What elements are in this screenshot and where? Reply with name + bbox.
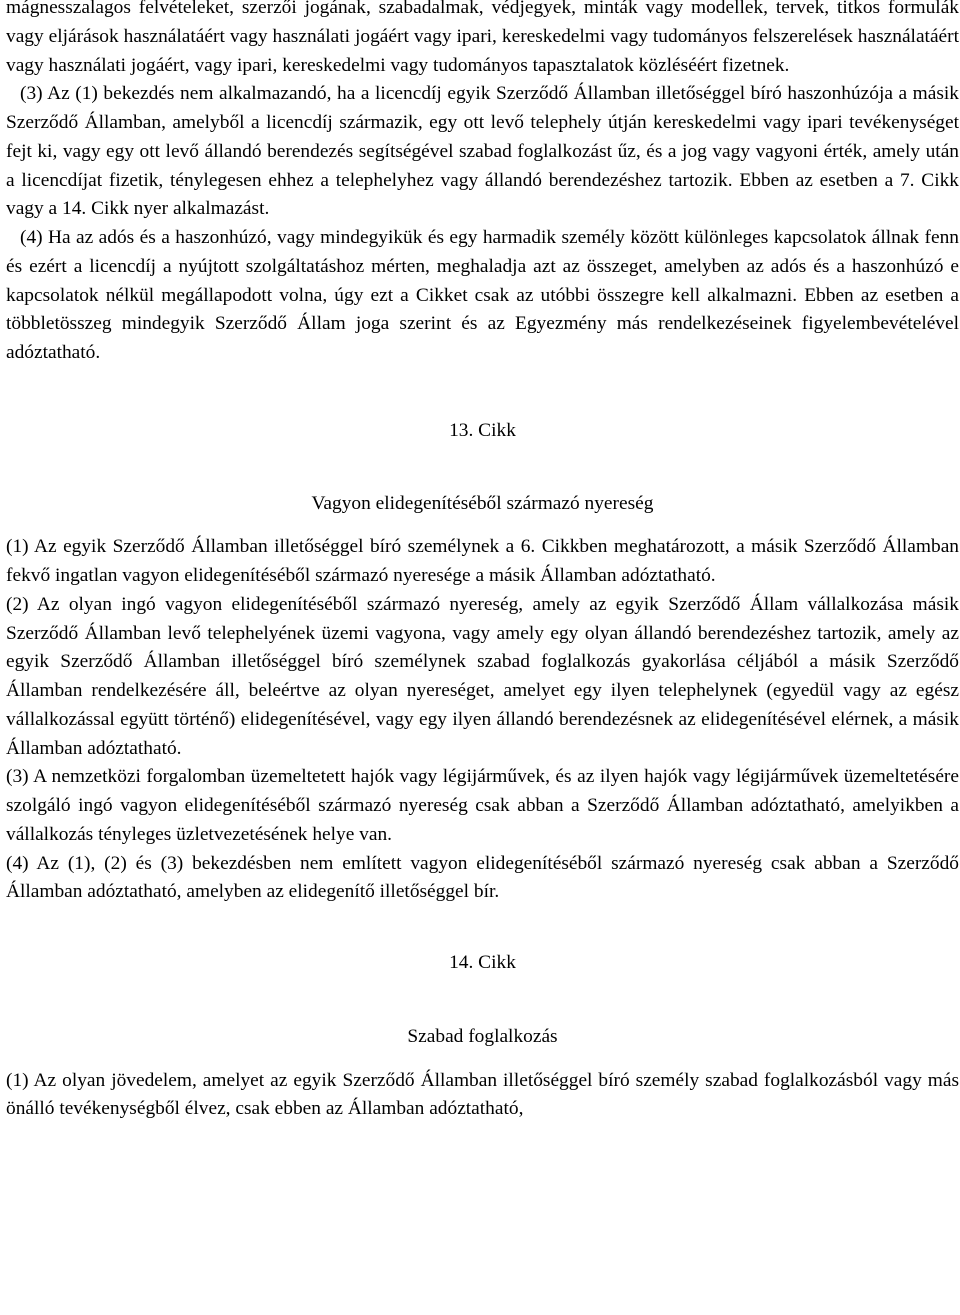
article13-paragraph-2: (2) Az olyan ingó vagyon elidegenítéséből származó nyereség, amely az egyik Szerződő Állam vállalkozása másik Szerződő Államban levő telephelyének üzemi vagyona, vagy amely egy olyan állandó berendezéshez tartozik, amely az egyik Szerződő Államban illetőséggel bíró személynek szabad foglalkozás gyakorlása céljából a másik Szerződő Államban rendelkezésére áll, beleértve az olyan nyereséget, amelyet egy ilyen telephelynek (egyedül vagy az egész vállalkozással együtt történő) elidegenítésével, vagy egy ilyen állandó berendezésnek az elidegenítésével elérnek, a másik Államban adóztatható. <box>6 593 959 759</box>
article13-number: 13. Cikk <box>449 419 516 441</box>
article13-paragraph-1: (1) Az egyik Szerződő Államban illetőséggel bíró személynek a 6. Cikkben meghatározott, a másik Szerződő Államban fekvő ingatlan vagyon elidegenítéséből származó nyeresége a másik Államban adóztatható. <box>6 536 959 586</box>
article13-paragraph-3: (3) A nemzetközi forgalomban üzemeltetett hajók vagy légijárművek, és az ilyen hajók vagy légijárművek üzemeltetésére szolgáló ingó vagyon elidegenítéséből származó nyereség csak abban a Szerződő Államban adóztatható, amelyikben a vállalkozás tényleges üzletvezetésének helye van. <box>6 766 959 845</box>
opening-paragraph: mágnesszalagos felvételeket, szerzői jogának, szabadalmak, védjegyek, minták vagy modellek, tervek, titkos formulák vagy eljárások használatáért vagy használati jogáért vagy ipari, kereskedelmi vagy tudományos felszerelések használatáért vagy használati jogáért, vagy ipari, kereskedelmi vagy tudományos tapasztalatok közléséért fizetnek. <box>6 0 959 76</box>
article12-paragraph-4: (4) Ha az adós és a haszonhúzó, vagy mindegyikük és egy harmadik személy között különleges kapcsolatok állnak fenn és ezért a licencdíj a nyújtott szolgáltatáshoz mérten, meghaladja azt az összeget, amelyben az adós és a haszonhúzó e kapcsolatok nélkül megállapodott volna, úgy ezt a Cikket csak az utóbbi összegre kell alkalmazni. Ebben az esetben a többletösszeg mindegyik Szerződő Állam joga szerint és az Egyezmény más rendelkezéseinek figyelembevételével adóztatható. <box>6 227 959 363</box>
article13-paragraph-4: (4) Az (1), (2) és (3) bekezdésben nem említett vagyon elidegenítéséből származó nyereség csak abban a Szerződő Államban adóztatható, amelyben az elidegenítő illetőséggel bír. <box>6 852 959 903</box>
article14-title: Szabad foglalkozás <box>407 1025 558 1047</box>
article14-number: 14. Cikk <box>449 952 516 973</box>
article14-paragraph-1: (1) Az olyan jövedelem, amelyet az egyik Szerződő Államban illetőséggel bíró személy szabad foglalkozásból vagy más önálló tevékenységből élvez, csak ebben az Államban adóztatható, <box>6 1069 959 1120</box>
document-page <box>6 0 959 1124</box>
article13-title: Vagyon elidegenítéséből származó nyereség <box>311 492 654 514</box>
article12-paragraph-3: (3) Az (1) bekezdés nem alkalmazandó, ha a licencdíj egyik Szerződő Államban illetőséggel bíró haszonhúzója a másik Szerződő Államban, amelyből a licencdíj származik, egy ott levő telephely útján kereskedelmi vagy ipari tevékenységet fejt ki, vagy egy ott levő állandó berendezés segítségével szabad foglalkozást űz, és a jog vagy vagyoni érték, amely után a licencdíjat fizetik, ténylegesen ehhez a telephelyhez vagy állandó berendezéshez tartozik. Ebben az esetben a 7. Cikk vagy a 14. Cikk nyer alkalmazást. <box>6 83 959 220</box>
